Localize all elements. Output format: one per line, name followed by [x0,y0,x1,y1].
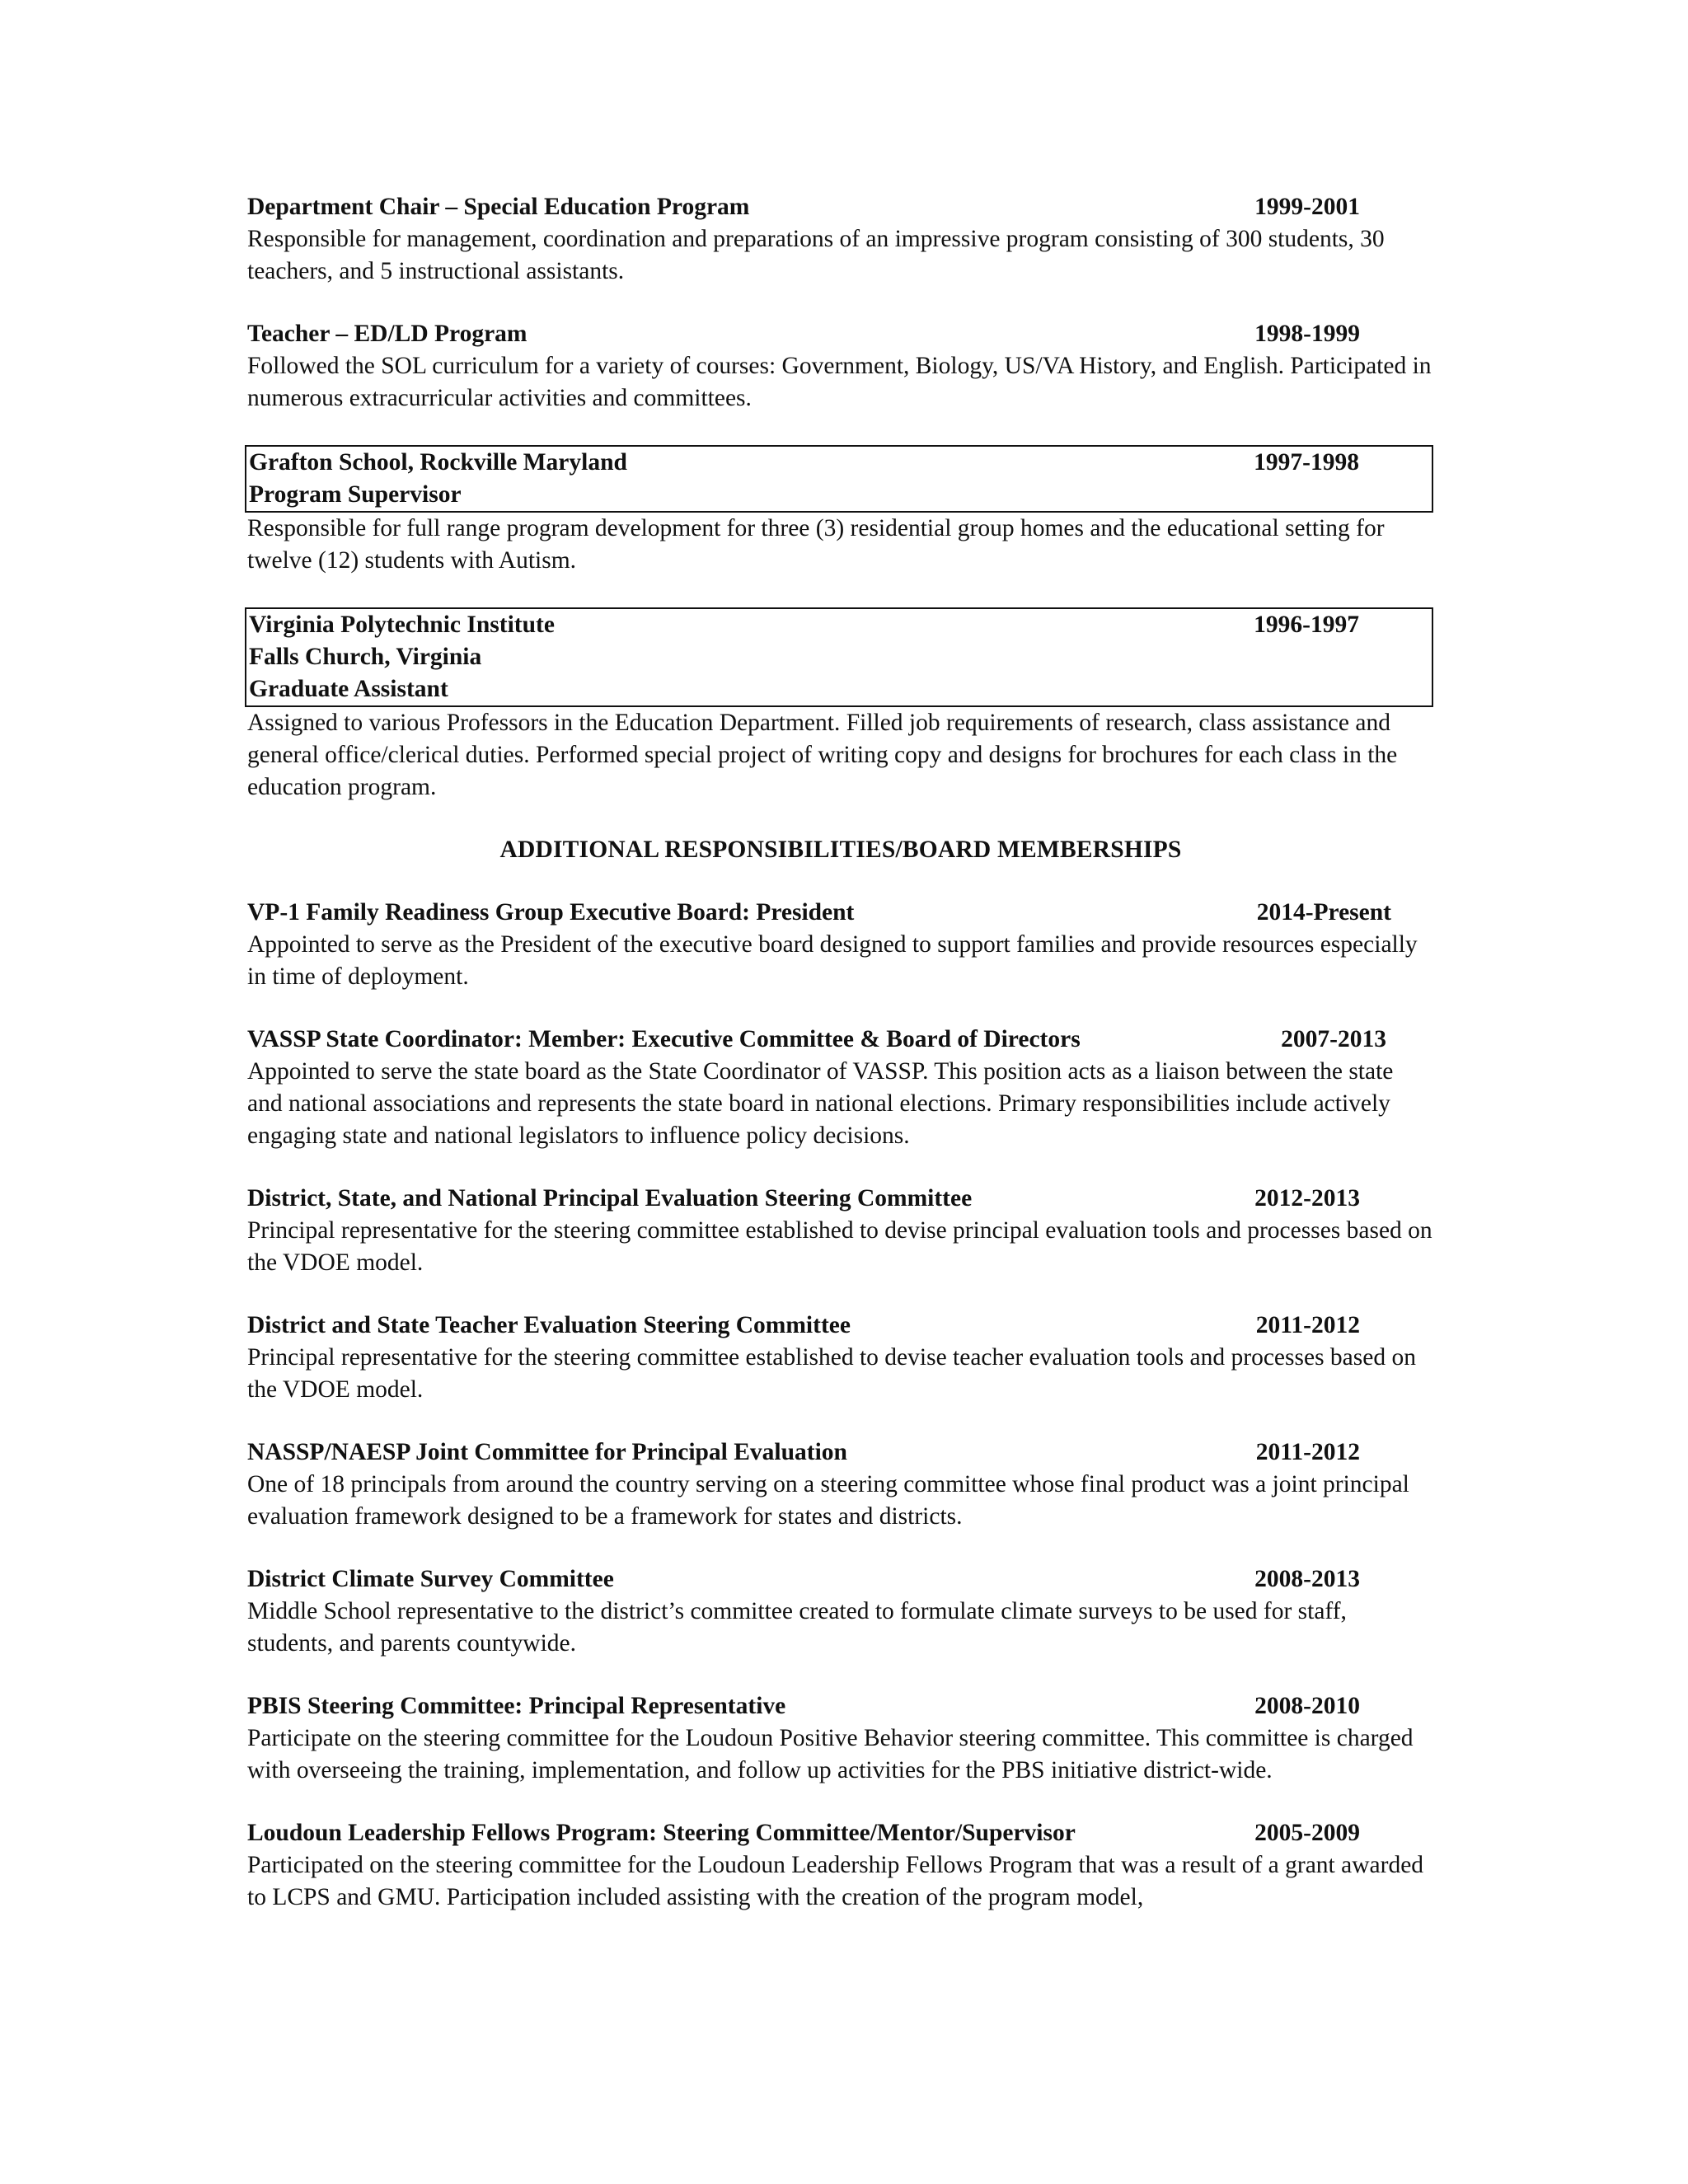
entry-date: 1996-1997 [1254,612,1359,638]
employer-name: Grafton School, Rockville Maryland [249,449,627,476]
entry-header [247,1310,1434,1342]
entry-title: PBIS Steering Committee: Principal Representative [247,1693,786,1719]
entry-vpi [247,607,1434,804]
entry-date: 2011-2012 [1255,1312,1360,1338]
entry-header [249,447,1432,479]
entry-header [247,1690,1434,1722]
entry-date: 2007-2013 [1281,1026,1386,1052]
entry-header [247,1024,1434,1056]
entry-header [247,318,1434,350]
entry-description: Principal representative for the steering committee established to devise principal evaluation tools and processes based on the VDOE model. [247,1217,1432,1276]
employer-name: Virginia Polytechnic Institute [249,612,555,638]
entry-date: 1998-1999 [1254,321,1360,347]
entry-description: Participate on the steering committee for the Loudoun Positive Behavior steering committee. This committee is charged with overseeing the training, implementation, and follow up activities for the PBS initiative district-wide. [247,1725,1414,1783]
entry-date: 2011-2012 [1255,1439,1360,1465]
resume-page [247,191,1434,1914]
entry-header [249,609,1432,641]
employer-box [245,445,1433,513]
entry-title: VP-1 Family Readiness Group Executive Board: President [247,899,855,926]
entry-title: Loudoun Leadership Fellows Program: Steering Committee/Mentor/Supervisor [247,1820,1076,1846]
membership-entry [247,897,1434,993]
entry-department-chair [247,191,1434,288]
entry-title: NASSP/NAESP Joint Committee for Principal Evaluation [247,1439,847,1465]
entry-description: Responsible for full range program development for three (3) residential group homes and the educational setting for twelve (12) students with Autism. [247,515,1385,574]
entry-teacher [247,318,1434,415]
membership-entry [247,1563,1434,1660]
entry-date: 2012-2013 [1254,1185,1360,1212]
membership-entry [247,1690,1434,1787]
entry-date: 1999-2001 [1254,194,1360,220]
entry-description: Principal representative for the steering committee established to devise teacher evaluation tools and processes based on the VDOE model. [247,1344,1416,1403]
entry-title: District Climate Survey Committee [247,1566,614,1592]
entry-description: Middle School representative to the district’s committee created to formulate climate surveys to be used for staff, students, and parents countywide. [247,1598,1347,1657]
membership-entry [247,1024,1434,1152]
entry-description: Followed the SOL curriculum for a variety of courses: Government, Biology, US/VA History, and English. Participated in numerous extracurricular activities and committees. [247,353,1432,411]
entry-header [247,1563,1434,1596]
entry-description: Participated on the steering committee for the Loudoun Leadership Fellows Program that was a result of a grant awarded to LCPS and GMU. Participation included assisting with the creation of the program model, [247,1852,1424,1910]
entry-header [247,1183,1434,1215]
membership-entry [247,1817,1434,1914]
entry-description: Responsible for management, coordination and preparations of an impressive program consisting of 300 students, 30 teachers, and 5 instructional assistants. [247,226,1385,284]
employer-box [245,607,1433,707]
employer-location: Falls Church, Virginia [249,644,482,670]
job-role: Program Supervisor [249,481,462,508]
entry-header [247,191,1434,223]
entry-title: District and State Teacher Evaluation Steering Committee [247,1312,851,1338]
entry-description: One of 18 principals from around the country serving on a steering committee whose final product was a joint principal evaluation framework designed to be a framework for states and districts. [247,1471,1409,1530]
entry-header [247,1436,1434,1469]
entry-title: VASSP State Coordinator: Member: Executive Committee & Board of Directors [247,1026,1081,1052]
entry-grafton [247,445,1434,577]
entry-date: 2014-Present [1256,899,1391,926]
entry-title: District, State, and National Principal Evaluation Steering Committee [247,1185,973,1212]
job-role: Graduate Assistant [249,676,448,702]
membership-entry [247,1310,1434,1406]
entry-date: 2005-2009 [1254,1820,1360,1846]
section-title: ADDITIONAL RESPONSIBILITIES/BOARD MEMBERSHIPS [499,837,1182,863]
entry-title: Department Chair – Special Education Program [247,194,750,220]
membership-entry [247,1183,1434,1279]
entry-title: Teacher – ED/LD Program [247,321,528,347]
entry-description: Appointed to serve the state board as the State Coordinator of VASSP. This position acts as a liaison between the state and national associations and represents the state board in national elections. Primary responsibilities include actively engaging state and national legislators to influence policy decisions. [247,1058,1394,1149]
entry-description: Appointed to serve as the President of the executive board designed to support families and provide resources especially in time of deployment. [247,931,1418,990]
entry-header [247,897,1434,929]
entry-date: 2008-2013 [1254,1566,1360,1592]
entry-date: 2008-2010 [1254,1693,1360,1719]
entry-header [247,1817,1434,1849]
entry-description: Assigned to various Professors in the Education Department. Filled job requirements of research, class assistance and general office/clerical duties. Performed special project of writing copy and designs for brochures for each class in the education program. [247,710,1398,800]
entry-date: 1997-1998 [1254,449,1359,476]
membership-entry [247,1436,1434,1533]
